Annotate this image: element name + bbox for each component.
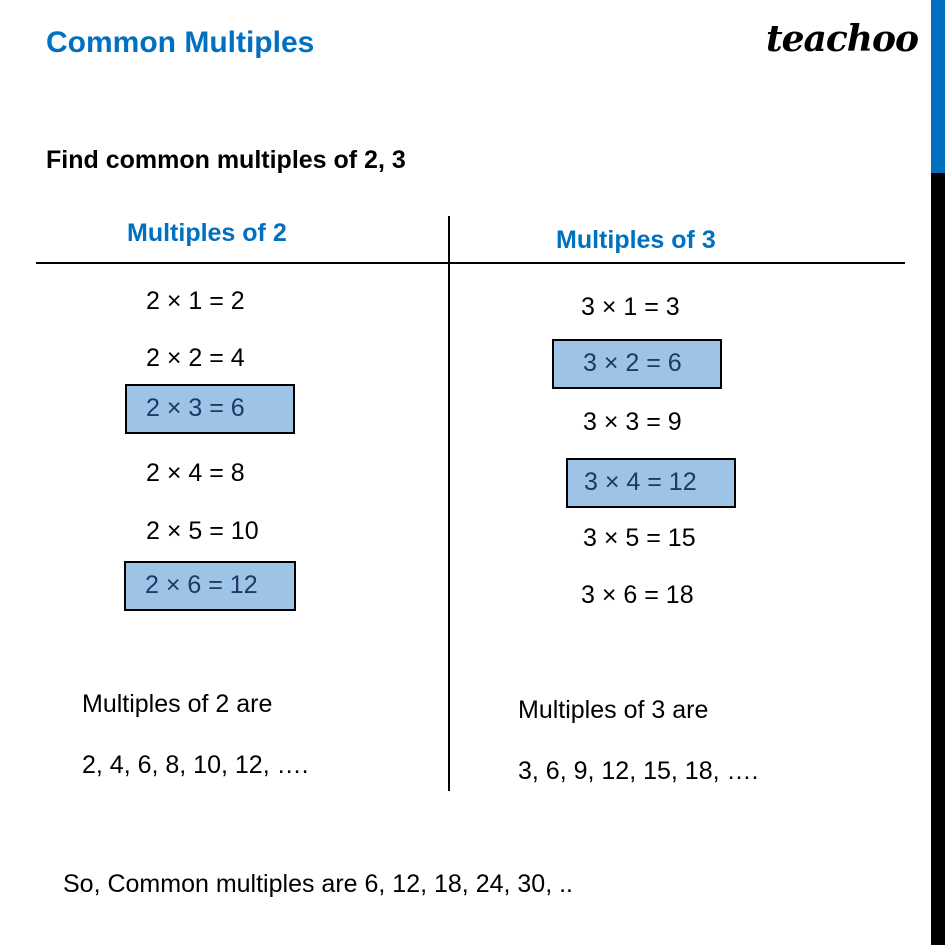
right-row: 3 × 1 = 3 [581,293,680,321]
table-divider-horizontal [36,262,905,264]
question-text: Find common multiples of 2, 3 [46,146,406,174]
right-row: 3 × 6 = 18 [581,581,694,609]
side-accent-bar [931,0,945,173]
teachoo-logo: teachoo [766,18,918,60]
left-summary-values: 2, 4, 6, 8, 10, 12, …. [82,751,309,779]
left-row-highlighted: 2 × 6 = 12 [124,561,296,611]
right-row-highlighted: 3 × 4 = 12 [566,458,736,508]
left-summary-label: Multiples of 2 are [82,690,273,718]
left-row: 2 × 5 = 10 [146,517,259,545]
left-row-highlighted: 2 × 3 = 6 [125,384,295,434]
side-dark-bar [931,173,945,945]
right-summary-values: 3, 6, 9, 12, 15, 18, …. [518,757,759,785]
left-row: 2 × 1 = 2 [146,287,245,315]
right-row: 3 × 3 = 9 [583,408,682,436]
left-heading: Multiples of 2 [127,219,287,247]
right-heading: Multiples of 3 [556,226,716,254]
right-row-highlighted: 3 × 2 = 6 [552,339,722,389]
right-summary-label: Multiples of 3 are [518,696,709,724]
left-row: 2 × 2 = 4 [146,344,245,372]
right-row: 3 × 5 = 15 [583,524,696,552]
page-title: Common Multiples [46,26,315,59]
table-divider-vertical [448,216,450,791]
conclusion-text: So, Common multiples are 6, 12, 18, 24, 30, .. [63,870,573,898]
left-row: 2 × 4 = 8 [146,459,245,487]
